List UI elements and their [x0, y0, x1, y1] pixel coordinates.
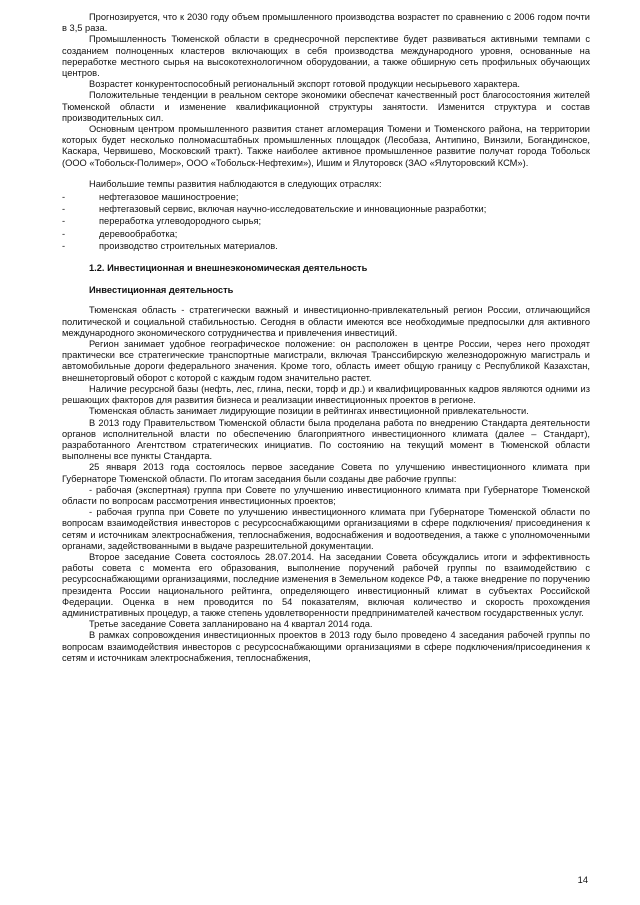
growth-list [62, 192, 590, 252]
section-heading: 1.2. Инвестиционная и внешнеэкономическая деятельность [89, 263, 368, 274]
list-item [62, 192, 590, 203]
dash-marker: - [62, 240, 66, 251]
list-item [62, 216, 590, 227]
list-item [62, 229, 590, 240]
dash-marker: - [62, 192, 66, 203]
paragraph-forecast: Прогнозируется, что к 2030 году объем промышленного производства возрастет по сравнению с 2006 годом почти в 3,5 раза. [62, 12, 590, 34]
paragraph-region: Тюменская область - стратегически важный и инвестиционно-привлекательный регион России, отличающийся политической и социальной стабильностью. Сегодня в области имеются все необходимые предпосылки для активного международного экономического сотрудничества и привлечения инвестиций. [62, 305, 590, 338]
paragraph-second-meeting: Второе заседание Совета состоялось 28.07.2014. На заседании Совета обсуждались итоги и эффективность работы совета с момента его образования, выполнение поручений рабочей группы по взаимодействию с ресурсоснабжающими организациями, последние изменения в Земельном кодексе РФ, а также внедрение по поручению президента России национального рейтинга, определяющего инвестиционный климат в субъектах Российской Федерации. Оценка в нем проводится по 54 показателям, включая количество и скорость прохождения административных процедур, а также степень удовлетворенности предпринимателей качеством государственных услуг. [62, 551, 590, 618]
page-content [62, 12, 590, 664]
paragraph-trends: Положительные тенденции в реальном секторе экономики обеспечат качественный рост благосостояния жителей Тюменской области и изменение квалификационной структуры занятости. Изменится структура и состав производительных сил. [62, 90, 590, 123]
paragraph-working-group-1: - рабочая (экспертная) группа при Совете по улучшению инвестиционного климата при Губернаторе Тюменской области по вопросам рассмотрения инвестиционных проектов; [62, 484, 590, 506]
dash-marker: - [62, 228, 66, 239]
sub-heading: Инвестиционная деятельность [89, 285, 234, 296]
paragraph-third-meeting: Третье заседание Совета запланировано на 4 квартал 2014 года. [89, 619, 373, 630]
paragraph-export: Возрастет конкурентоспособный региональный экспорт готовой продукции несырьевого характера. [89, 79, 521, 90]
paragraph-geography: Регион занимает удобное географическое положение: он расположен в центре России, через него проходят практически все стратегические транспортные магистрали, включая Транссибирскую железнодорожную магистраль и автомобильные дороги федерального значения. Кроме того, область имеет общую границу с Республикой Казахстан, внешнеторговый оборот с которой с каждым годом значительно растет. [62, 339, 590, 383]
paragraph-industry: Промышленность Тюменской области в среднесрочной перспективе будет развиваться активными темпами с созданием полноценных кластеров включающих в себя производства международного уровня, основанные на переработке местного сырья на высокотехнологичном оборудовании, а также обширную сеть профильных обучающих центров. [62, 34, 590, 79]
paragraph-growth-intro: Наибольшие темпы развития наблюдаются в следующих отраслях: [89, 178, 382, 189]
paragraph-support: В рамках сопровождения инвестиционных проектов в 2013 году было проведено 4 заседания рабочей группы по вопросам взаимодействия инвесторов с ресурсоснабжающими организациями в сфере подключения/присоединения к сетям и источникам электроснабжения, теплоснабжения, [62, 630, 590, 663]
list-item-text: производство строительных материалов. [99, 240, 278, 251]
dash-marker: - [62, 204, 66, 215]
paragraph-standard: В 2013 году Правительством Тюменской области была проделана работа по внедрению Стандарта деятельности органов исполнительной власти по обеспечению благоприятного инвестиционного климата (далее – Стандарт), разработанного Агентством стратегических инициатив. По состоянию на текущий момент в Тюменской области выполнены все пункты Стандарта. [62, 417, 590, 462]
paragraph-working-group-2: - рабочая группа при Совете по улучшению инвестиционного климата при Губернаторе Тюменской области по вопросам взаимодействия инвесторов с ресурсоснабжающими организациями в сфере подключения/ присоединения к сетям и источникам электроснабжения, теплоснабжения, водоснабжения и водоотведения, а также с уполномоченными органами, задействованными в выдаче разрешительной документации. [62, 507, 590, 551]
list-item [62, 204, 590, 215]
list-item-text: нефтегазовое машиностроение; [99, 192, 239, 203]
paragraph-resources: Наличие ресурсной базы (нефть, лес, глина, пески, торф и др.) и квалифицированных кадров являются одними из решающих факторов для развития бизнеса и реализации инвестиционных проектов в регионе. [62, 383, 590, 406]
page-number: 14 [577, 875, 588, 885]
dash-marker: - [62, 216, 66, 227]
list-item [62, 241, 590, 252]
list-item-text: переработка углеводородного сырья; [99, 216, 262, 227]
list-item-text: нефтегазовый сервис, включая научно-исследовательские и инновационные разработки; [99, 204, 487, 215]
paragraph-agglomeration: Основным центром промышленного развития станет агломерация Тюмени и Тюменского района, на территории которых будет несколько полномасштабных промышленных площадок (Лесобаза, Антипино, Винзили, Богандинское, Каскара, Червишево, Московский тракт). Также наиболее активное промышленное развитие получат города Тобольск (ООО «Тобольск-Полимер», ООО «Тобольск-Нефтехим»), Ишим и Ялуторовск (ЗАО «Ялуторовский КСМ»). [62, 124, 590, 168]
list-item-text: деревообработка; [99, 228, 178, 239]
paragraph-ratings: Тюменская область занимает лидирующие позиции в рейтингах инвестиционной привлекательности. [89, 406, 529, 417]
paragraph-first-meeting: 25 января 2013 года состоялось первое заседание Совета по улучшению инвестиционного климата при Губернаторе Тюменской области. По итогам заседания были созданы две рабочие группы: [62, 462, 590, 484]
